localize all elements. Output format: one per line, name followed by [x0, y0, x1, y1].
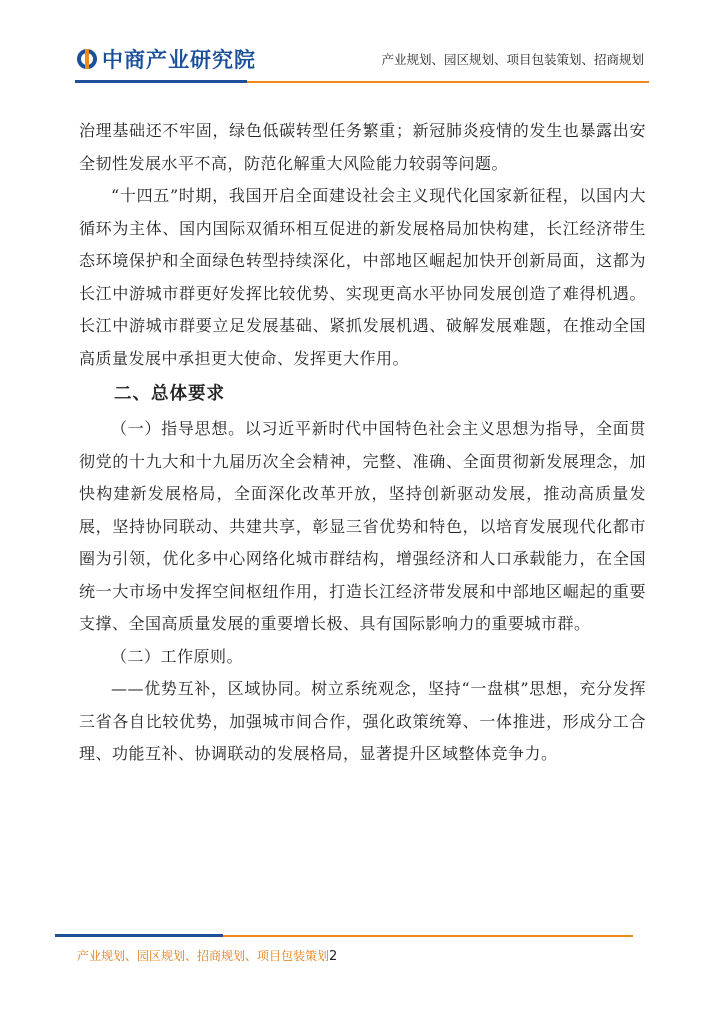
logo-mark-icon	[76, 48, 98, 70]
paragraph-principle-complementary: ——优势互补，区域协同。树立系统观念，坚持“一盘棋”思想，充分发挥三省各自比较优势，加强城市间合作，强化政策统筹、一体推进，形成分工合理、功能互补、协调联动的发展格局，显著提升区域整体竞争力。	[79, 679, 646, 763]
paragraph-working-principles: （二）工作原则。	[111, 646, 244, 666]
document-body	[79, 115, 646, 771]
header-rule-blue	[75, 80, 247, 83]
paragraph-fourteenth-five-year: “十四五”时期，我国开启全面建设社会主义现代化国家新征程，以国内大循环为主体、国内国际双循环相互促进的新发展格局加快构建，长江经济带生态环境保护和全面绿色转型持续深化，中部地区崛起加快开创新局面，这都为长江中游城市群更好发挥比较优势、实现更高水平协同发展创造了难得机遇。长江中游城市群要立足发展基础、紧抓发展机遇、破解发展难题，在推动全国高质量发展中承担更大使命、发挥更大作用。	[79, 186, 646, 368]
footer-rule-orange	[223, 935, 633, 937]
page-footer	[77, 947, 337, 964]
page-header	[0, 0, 724, 90]
footer-rule-blue	[55, 934, 223, 937]
paragraph-continued: 治理基础还不牢固，绿色低碳转型任务繁重；新冠肺炎疫情的发生也暴露出安全韧性发展水平不高，防范化解重大风险能力较弱等问题。	[79, 121, 646, 173]
paragraph-guiding-ideology: （一）指导思想。以习近平新时代中国特色社会主义思想为指导，全面贯彻党的十九大和十九届历次全会精神，完整、准确、全面贯彻新发展理念，加快构建新发展格局，全面深化改革开放，坚持创新驱动发展，推动高质量发展，坚持协同联动、共建共享，彰显三省优势和特色，以培育发展现代化都市圈为引领，优化多中心网络化城市群结构，增强经济和人口承载能力，在全国统一大市场中发挥空间枢纽作用，打造长江经济带发展和中部地区崛起的重要支撑、全国高质量发展的重要增长极、具有国际影响力的重要城市群。	[79, 419, 646, 633]
logo-text: 中商产业研究院	[102, 48, 256, 72]
section-heading: 二、总体要求	[114, 384, 225, 404]
header-tagline: 产业规划、园区规划、项目包装策划、招商规划	[381, 52, 644, 67]
header-rule-orange	[247, 81, 649, 83]
page-number: 2	[329, 949, 338, 964]
logo	[76, 44, 256, 74]
footer-tagline: 产业规划、园区规划、招商规划、项目包装策划	[77, 949, 330, 963]
